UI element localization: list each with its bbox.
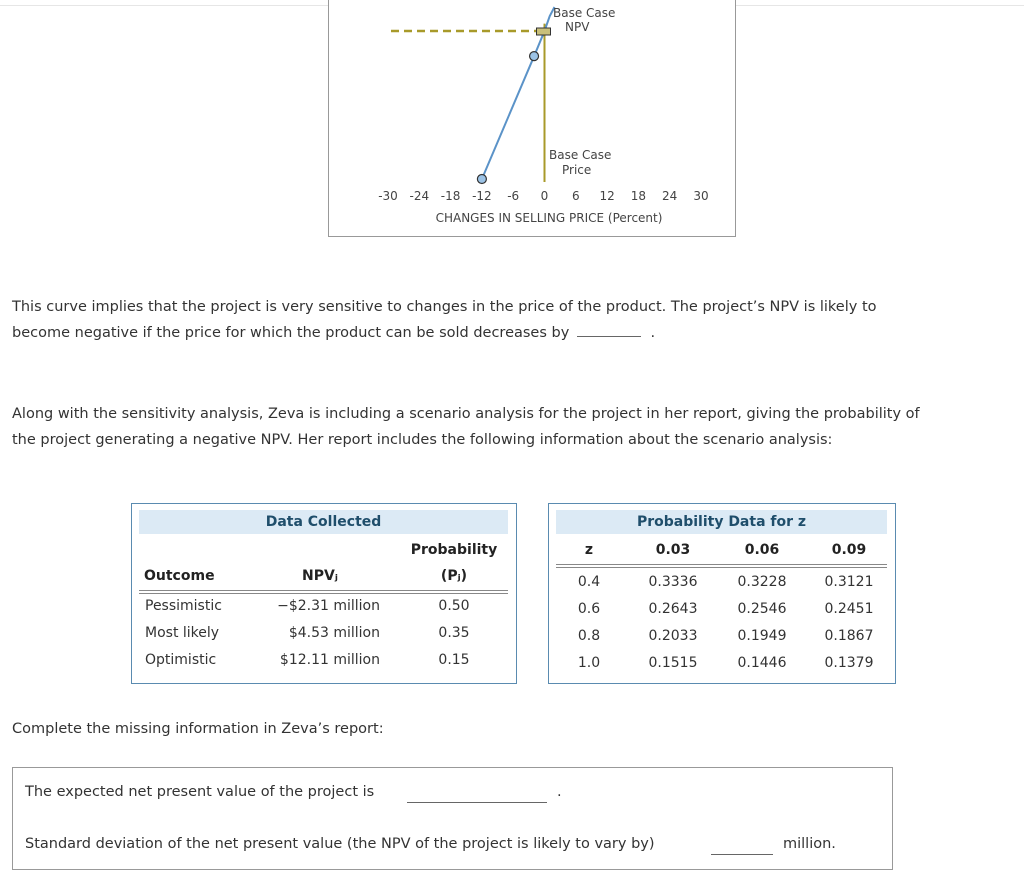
probability-value-cell: 0.3228 <box>737 574 787 590</box>
probability-cell: 0.50 <box>438 598 470 614</box>
data-collected-heading: Data Collected <box>139 510 508 534</box>
col-z: z <box>584 542 594 558</box>
x-tick-label: 24 <box>662 189 678 203</box>
sensitivity-chart <box>328 0 736 237</box>
col-probability-top: Probability <box>410 542 498 558</box>
outcome-cell: Pessimistic <box>145 598 222 614</box>
x-tick-label: 18 <box>630 189 647 203</box>
std-dev-input[interactable] <box>711 854 773 855</box>
std-dev-label: Standard deviation of the net present value (the NPV of the project is likely to vary by) <box>25 836 655 852</box>
scenario-paragraph: Along with the sensitivity analysis, Zeva is including a scenario analysis for the project in her report, giving the probability of the project generating a negative NPV. Her report includes the following information about the scenario analysis: <box>12 406 920 448</box>
prob-header-double-rule <box>556 564 887 568</box>
x-axis-title: CHANGES IN SELLING PRICE (Percent) <box>435 211 663 225</box>
sensitivity-text: This curve implies that the project is very sensitive to changes in the price of the product. The project’s NPV is likely to become negative if the price for which the product can be sold decreases by <box>12 299 877 341</box>
npv-cell: −$2.31 million <box>277 598 380 614</box>
x-tick-label: 6 <box>571 189 580 203</box>
x-tick-label: -30 <box>378 189 398 203</box>
x-tick-label: -18 <box>440 189 461 203</box>
prob-col-header: 0.09 <box>831 542 867 558</box>
x-tick-label: 0 <box>540 189 549 203</box>
col-npv: NPVⱼ <box>302 568 338 584</box>
probability-value-cell: 0.3121 <box>824 574 874 590</box>
npv-cell: $12.11 million <box>279 652 380 668</box>
base-case-price-label-1: Base Case <box>549 148 612 162</box>
sensitivity-paragraph <box>12 294 932 346</box>
expected-npv-end: . <box>557 784 562 800</box>
probability-value-cell: 0.1446 <box>737 655 787 671</box>
probability-value-cell: 0.2451 <box>824 601 874 617</box>
probability-value-cell: 0.2546 <box>737 601 787 617</box>
base-case-marker <box>537 28 551 35</box>
prob-col-header: 0.06 <box>744 542 780 558</box>
col-probability-bottom: (Pⱼ) <box>440 568 468 584</box>
data-point <box>530 52 539 61</box>
probability-value-cell: 0.1867 <box>824 628 874 644</box>
probability-value-cell: 0.1949 <box>737 628 787 644</box>
probability-cell: 0.35 <box>438 625 470 641</box>
data-collected-table <box>131 503 517 684</box>
outcome-cell: Most likely <box>145 625 220 641</box>
z-value-cell: 0.4 <box>577 574 601 590</box>
complete-label: Complete the missing information in Zeva’s report: <box>12 721 384 737</box>
header-double-rule <box>139 590 508 594</box>
probability-heading: Probability Data for z <box>556 510 887 534</box>
probability-value-cell: 0.2033 <box>648 628 698 644</box>
probability-value-cell: 0.1515 <box>648 655 698 671</box>
probability-value-cell: 0.1379 <box>824 655 874 671</box>
col-outcome: Outcome <box>144 568 215 584</box>
data-point <box>477 175 486 184</box>
base-case-npv-label-2: NPV <box>565 20 590 34</box>
price-decrease-blank[interactable] <box>577 322 641 337</box>
sensitivity-end: . <box>650 325 656 341</box>
x-tick-label: -12 <box>472 189 492 203</box>
expected-npv-input[interactable] <box>407 802 547 803</box>
z-value-cell: 0.6 <box>577 601 601 617</box>
z-value-cell: 0.8 <box>577 628 601 644</box>
chart-canvas <box>329 0 735 236</box>
x-tick-label: -6 <box>507 189 520 203</box>
probability-value-cell: 0.3336 <box>648 574 698 590</box>
prob-col-header: 0.03 <box>655 542 691 558</box>
probability-cell: 0.15 <box>438 652 470 668</box>
base-case-npv-label-1: Base Case <box>553 6 616 20</box>
x-tick-label: 12 <box>599 189 615 203</box>
x-tick-label: -24 <box>409 189 430 203</box>
npv-cell: $4.53 million <box>288 625 380 641</box>
expected-npv-label: The expected net present value of the project is <box>25 784 375 800</box>
probability-value-cell: 0.2643 <box>648 601 698 617</box>
probability-table <box>548 503 896 684</box>
base-case-price-label-2: Price <box>562 163 592 177</box>
outcome-cell: Optimistic <box>145 652 217 668</box>
z-value-cell: 1.0 <box>577 655 601 671</box>
x-tick-label: 30 <box>693 189 709 203</box>
std-dev-unit: million. <box>783 836 836 852</box>
answer-box <box>12 767 893 870</box>
